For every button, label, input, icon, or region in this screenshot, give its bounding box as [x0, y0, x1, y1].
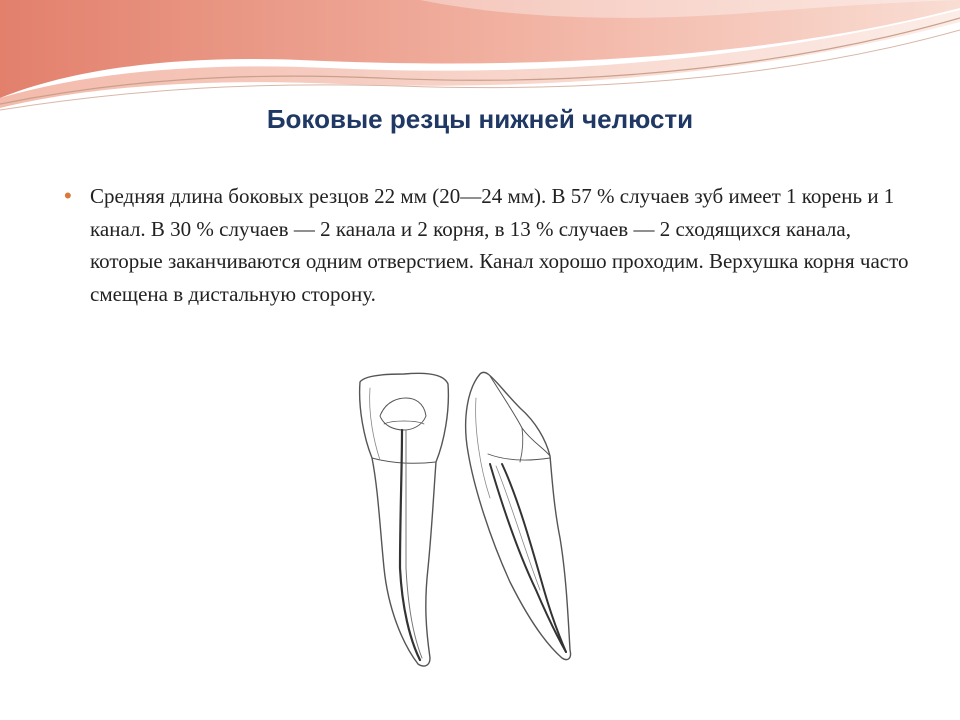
bullet-text: Средняя длина боковых резцов 22 мм (20—24 мм). В 57 % случаев зуб имеет 1 корень и 1 канал. В 30 % случаев — 2 канала и 2 корня, в 13 % случаев — 2 сходящихся канала, которые заканчиваются одним отверстием. Канал хорошо проходим. Верхушка корня часто смещена в дистальную сторону. [90, 184, 909, 306]
slide-title: Боковые резцы нижней челюсти [266, 104, 694, 134]
bullet-item [64, 180, 924, 310]
tooth-facial-view [360, 373, 449, 666]
tooth-proximal-view [466, 373, 571, 660]
header-wave-decoration [0, 0, 960, 120]
bullet-marker: • [64, 183, 72, 208]
tooth-illustration [340, 368, 630, 678]
